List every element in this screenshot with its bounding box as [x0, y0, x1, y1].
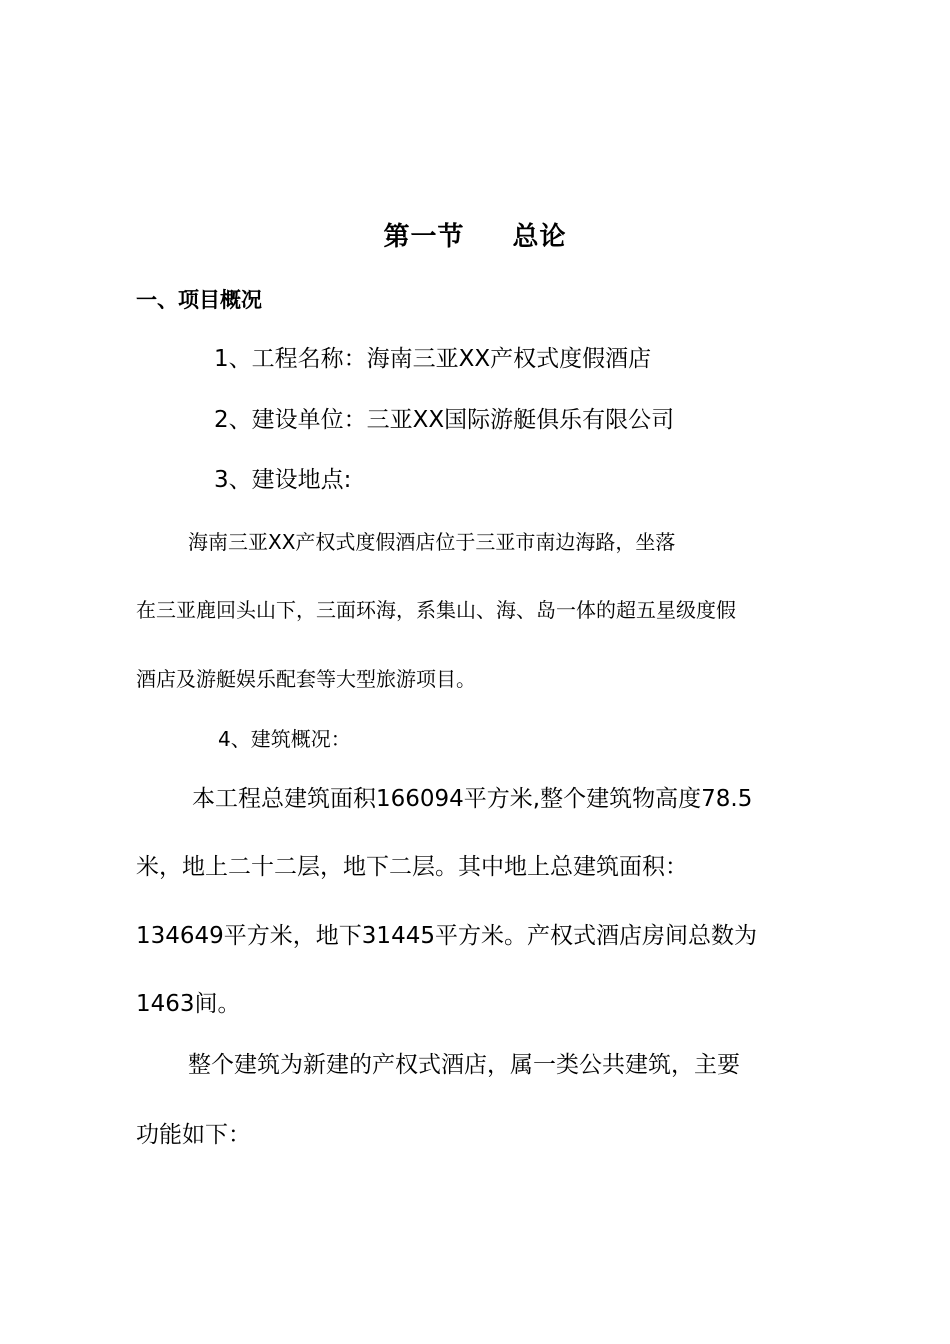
- project-name-item: 1、工程名称：海南三亚XX产权式度假酒店: [214, 346, 652, 372]
- building-paragraph-line: 134649平方米，地下31445平方米。产权式酒店房间总数为: [136, 923, 757, 949]
- location-label-item: 3、建设地点:: [214, 467, 352, 493]
- location-paragraph-line: 酒店及游艇娱乐配套等大型旅游项目。: [136, 667, 476, 691]
- building-label-item: 4、建筑概况：: [218, 727, 351, 751]
- section-heading: 一、项目概况: [136, 288, 262, 312]
- location-paragraph-line: 海南三亚XX产权式度假酒店位于三亚市南边海路，坐落: [188, 530, 676, 554]
- building-paragraph-line: 米，地上二十二层，地下二层。其中地上总建筑面积：: [136, 854, 688, 880]
- section-number: 第一节: [383, 222, 465, 252]
- function-paragraph-line: 整个建筑为新建的产权式酒店，属一类公共建筑，主要: [188, 1052, 740, 1078]
- building-paragraph-line: 1463间。: [136, 991, 241, 1017]
- section-name: 总论: [512, 222, 567, 252]
- location-paragraph-line: 在三亚鹿回头山下，三面环海，系集山、海、岛一体的超五星级度假: [136, 598, 736, 622]
- function-paragraph-line: 功能如下：: [136, 1122, 251, 1148]
- section-title: [0, 224, 950, 250]
- building-paragraph-line: 本工程总建筑面积166094平方米,整个建筑物高度78.5: [192, 786, 753, 812]
- builder-item: 2、建设单位：三亚XX国际游艇俱乐有限公司: [214, 407, 675, 433]
